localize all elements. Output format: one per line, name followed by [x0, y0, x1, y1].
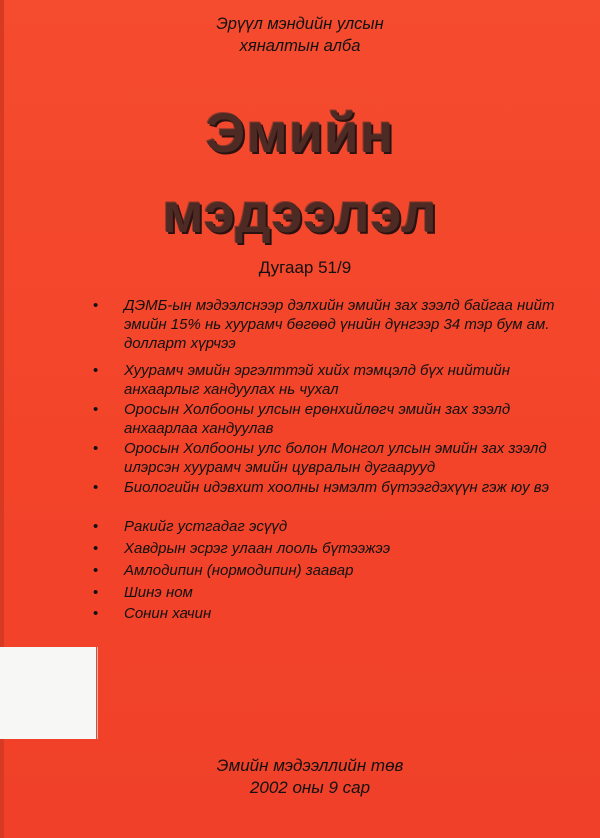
list-item-text: Шинэ ном [124, 584, 193, 601]
publisher-name: Эмийн мэдээллийн төв [216, 756, 404, 775]
list-item-text: ДЭМБ-ын мэдээлснээр дэлхийн эмийн зах зээлд байгаа нийт эмийн 15% нь хуурамч бөгөөд үнийн дүнгээр 34 тэр бум ам. долларт хүрчээ [124, 297, 555, 352]
bullet-icon: • [93, 401, 99, 418]
bullet-icon: • [93, 518, 99, 535]
list-item-text: Хуурамч эмийн эргэлттэй хийх тэмцэлд бүх нийтийн анхаарлыг хандуулах нь чухал [124, 362, 511, 398]
bullet-icon: • [93, 362, 99, 379]
bullet-icon: • [93, 605, 99, 622]
list-item-text: Сонин хачин [124, 605, 212, 622]
publisher-footer [190, 755, 430, 799]
list-item-text: Оросын Холбооны улс болон Монгол улсын эмийн зах зээлд илэрсэн хуурамч эмийн цувралын дугаарууд [124, 440, 547, 476]
bullet-icon: • [93, 479, 99, 496]
list-item-text: Хавдрын эсрэг улаан лооль бүтээжээ [124, 540, 391, 557]
bullet-icon: • [93, 540, 99, 557]
organization-line-1: Эрүүл мэндийн улсын [216, 15, 384, 33]
list-item-text: Биологийн идэвхит хоолны нэмэлт бүтээгдэхүүн гэж юу вэ [124, 479, 550, 496]
list-item-text: Оросын Холбооны улсын ерөнхийлөгч эмийн зах зээлд анхаарлаа хандуулав [124, 401, 511, 437]
issue-number: Дугаар 51/9 [258, 258, 352, 277]
bullet-icon: • [93, 562, 99, 579]
title-line-1: Эмийн [205, 101, 395, 164]
organization-name [170, 13, 430, 57]
bullet-icon: • [93, 297, 99, 314]
publication-date: 2002 оны 9 сар [249, 778, 371, 797]
list-item-text: Амлодипин (нормодипин) заавар [124, 562, 354, 579]
list-item-text: Ракийг устгадаг эсүүд [124, 518, 288, 535]
organization-line-2: хяналтын алба [239, 37, 361, 55]
sticker-edge [0, 647, 98, 739]
title-line-2: мэдээлэл [162, 181, 438, 244]
bullet-icon: • [93, 584, 99, 601]
bullet-icon: • [93, 440, 99, 457]
